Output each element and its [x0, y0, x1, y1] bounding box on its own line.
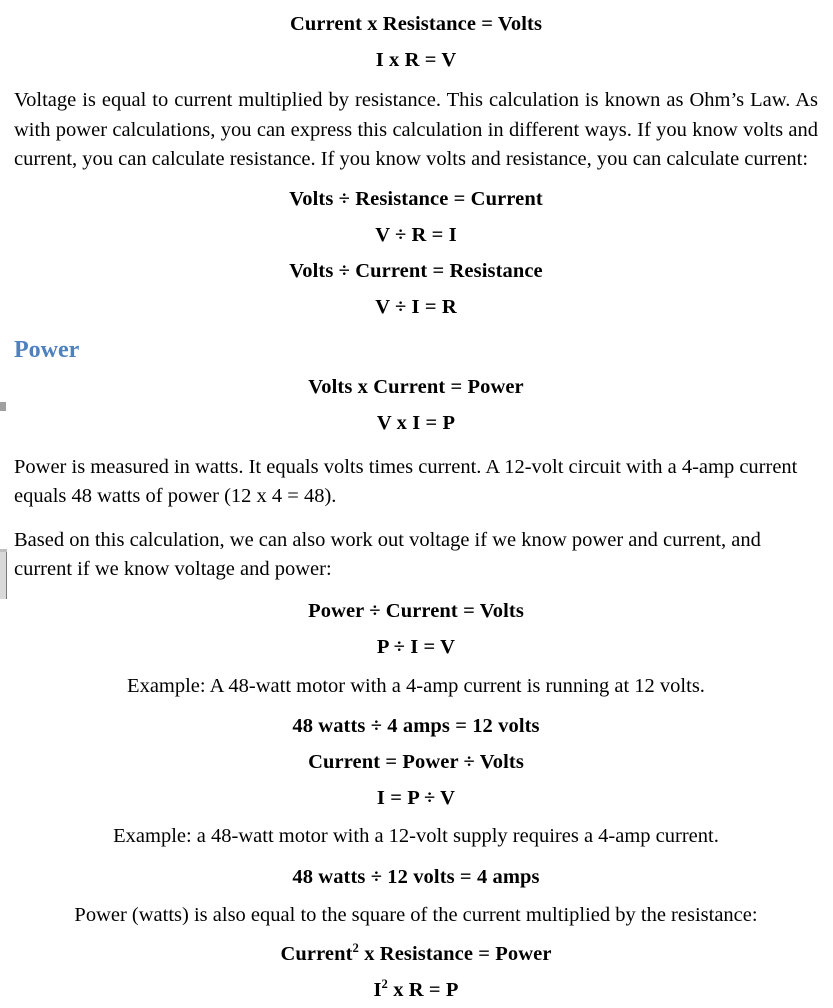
- spacer: [14, 325, 818, 335]
- paragraph-ohms-law: Voltage is equal to current multiplied by resistance. This calculation is known as Ohm’s Law. As with power calculations, you can express this calculation in different ways. If you know volts and current, you can calculate resistance. If you know volts and resistance, you can calculate current:: [14, 89, 818, 170]
- formula-current-times-resistance: Current x Resistance = Volts: [289, 13, 543, 35]
- formula-current-squared-tail: x Resistance = Power: [358, 943, 552, 965]
- superscript-two: 2: [352, 941, 359, 956]
- formula-power-div-current: Power ÷ Current = Volts: [308, 599, 524, 622]
- formula-48-watts-div-4-amps: 48 watts ÷ 4 amps = 12 volts: [292, 715, 540, 737]
- paragraph-example-amps: Example: a 48-watt motor with a 12-volt supply requires a 4-amp current.: [113, 825, 719, 847]
- formula-i-squared-label: I: [373, 979, 382, 1001]
- spacer: [14, 441, 818, 453]
- margin-scroll-bar-tick: [0, 549, 7, 552]
- paragraph-based-on-calculation: Based on this calculation, we can also work out voltage if we know power and current, and current if we know voltage and power:: [14, 528, 761, 580]
- spacer: [14, 512, 818, 526]
- paragraph-power-watts: Power is measured in watts. It equals volts times current. A 12-volt circuit with a 4-amp current equals 48 watts of power (12 x 4 = 48).: [14, 455, 798, 507]
- spacer: [14, 78, 818, 86]
- formula-v-div-r-equals-i: V ÷ R = I: [375, 223, 457, 246]
- formula-v-x-i-equals-p: V x I = P: [376, 411, 456, 434]
- spacer: [14, 665, 818, 672]
- formula-volts-div-resistance: Volts ÷ Resistance = Current: [289, 187, 543, 210]
- formula-volts-div-current: Volts ÷ Current = Resistance: [289, 259, 543, 282]
- formula-v-div-i-equals-r: V ÷ I = R: [375, 295, 457, 318]
- formula-volts-times-current: Volts x Current = Power: [308, 375, 524, 398]
- formula-current-squared-label: Current: [280, 943, 353, 965]
- heading-power: Power: [14, 336, 80, 363]
- margin-revision-mark: [0, 402, 6, 411]
- superscript-two: 2: [381, 977, 388, 992]
- margin-scroll-bar[interactable]: [0, 549, 7, 599]
- formula-current-squared-times-resistance: [14, 936, 818, 972]
- spacer: [14, 701, 818, 708]
- formula-48-watts-div-12-volts: 48 watts ÷ 12 volts = 4 amps: [292, 865, 540, 888]
- paragraph-example-volts: Example: A 48-watt motor with a 4-amp current is running at 12 volts.: [127, 674, 705, 697]
- formula-i-squared-r-equals-p: [14, 972, 818, 1008]
- formula-i-x-r-equals-v: I x R = V: [375, 49, 457, 71]
- formula-i-equals-p-div-v: I = P ÷ V: [376, 787, 456, 809]
- spacer: [14, 852, 818, 859]
- spacer: [14, 585, 818, 593]
- formula-i-squared-tail: x R = P: [387, 979, 459, 1001]
- formula-p-div-i-equals-v: P ÷ I = V: [376, 635, 456, 658]
- formula-current-equals-power-div-volts: Current = Power ÷ Volts: [308, 751, 524, 773]
- paragraph-square-of-current: Power (watts) is also equal to the square of the current multiplied by the resistance:: [74, 903, 758, 926]
